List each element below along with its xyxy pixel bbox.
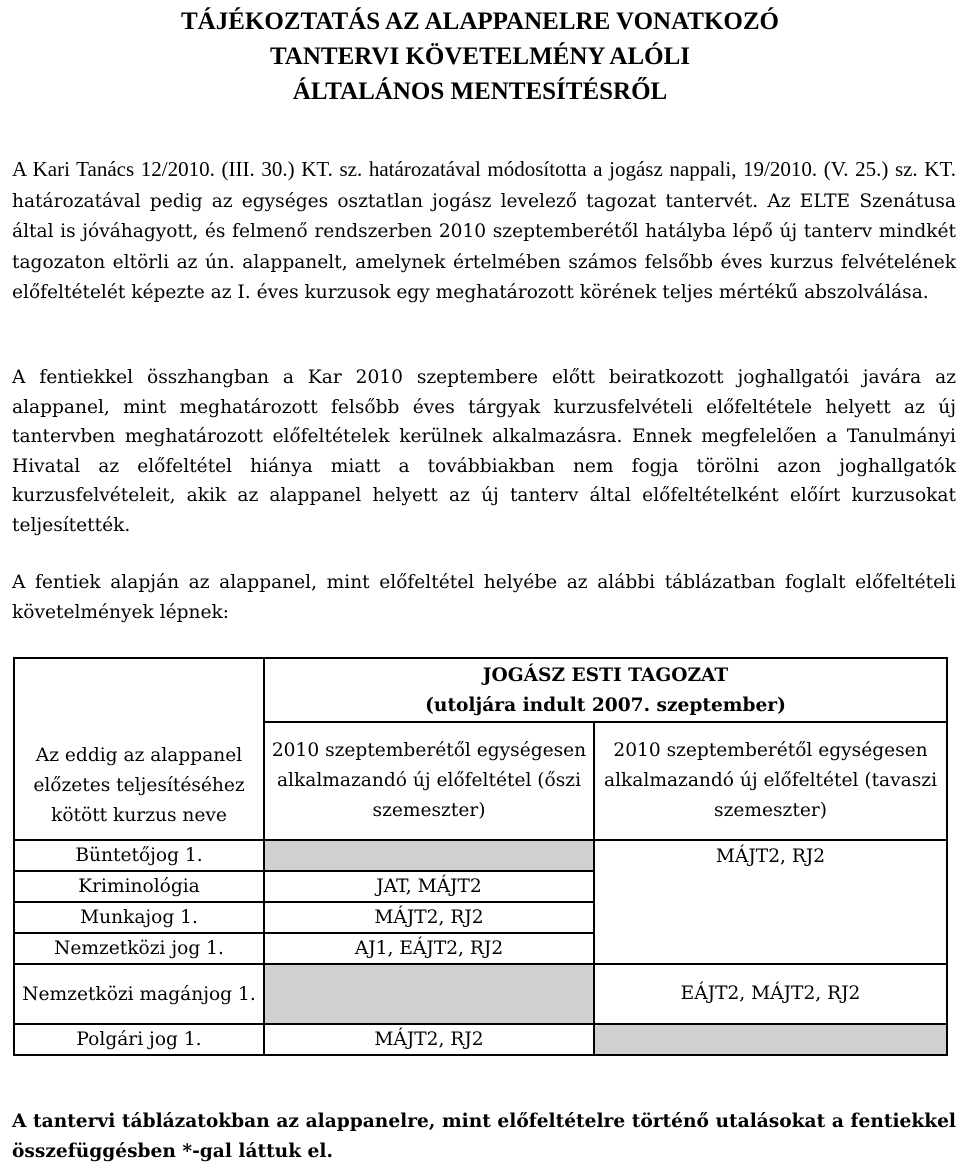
autumn-prerequisite [264, 964, 594, 1024]
col1-header: Az eddig az alappanel előzetes teljesítéséhez kötött kurzus neve [14, 658, 264, 840]
table-main-header [264, 658, 947, 722]
course-name: Nemzetközi magánjog 1. [14, 964, 264, 1024]
table-row [14, 1024, 947, 1055]
autumn-prerequisite: AJ1, EÁJT2, RJ2 [264, 933, 594, 964]
course-name: Kriminológia [14, 871, 264, 902]
paragraph-1 [12, 155, 956, 308]
autumn-prerequisite [264, 840, 594, 871]
spring-prerequisite: MÁJT2, RJ2 [594, 840, 947, 964]
title-line-2: TANTERVI KÖVETELMÉNY ALÓLI [269, 43, 691, 70]
table-row [14, 964, 947, 1024]
col3-header: 2010 szeptemberétől egységesen alkalmazandó új előfeltétel (tavaszi szemeszter) [594, 722, 947, 840]
table-row [14, 840, 947, 871]
spring-prerequisite: EÁJT2, MÁJT2, RJ2 [594, 964, 947, 1024]
autumn-prerequisite: MÁJT2, RJ2 [264, 1024, 594, 1055]
table-main-header-line-2: (utoljára indult 2007. szeptember) [425, 695, 786, 716]
title-line-3: ÁLTALÁNOS MENTESÍTÉSRŐL [292, 78, 668, 105]
autumn-prerequisite: MÁJT2, RJ2 [264, 902, 594, 933]
course-name: Polgári jog 1. [14, 1024, 264, 1055]
autumn-prerequisite: JAT, MÁJT2 [264, 871, 594, 902]
closing-note: A tantervi táblázatokban az alappanelre, mint előfeltételre történő utalásokat a fentiekkel összefüggésben *-gal láttuk el. [12, 1111, 956, 1162]
course-name: Munkajog 1. [14, 902, 264, 933]
paragraph-1-head: A Kari Tanács 12/2010. (III. 30.) KT. sz. határozatával módosította a jogász nappali, 19/2010. (V. 25.) sz. KT. [12, 157, 956, 181]
paragraph-3: A fentiek alapján az alappanel, mint előfeltétel helyébe az alábbi táblázatban foglalt előfeltételi követelmények lépnek: [12, 572, 956, 623]
document-title [0, 4, 960, 109]
title-line-1: TÁJÉKOZTATÁS AZ ALAPPANELRE VONATKOZÓ [181, 8, 779, 35]
paragraph-2: A fentiekkel összhangban a Kar 2010 szeptembere előtt beiratkozott joghallgatói javára az alappanel, mint meghatározott felsőbb éves tárgyak kurzusfelvételi előfeltétele helyett az új tantervben meghatározott előfeltételek kerülnek alkalmazásra. Ennek megfelelően a Tanulmányi Hivatal az előfeltétel hiánya miatt a továbbiakban nem fogja törölni azon joghallgatók kurzusfelvételeit, akik az alappanel helyett az új tanterv által előfeltételként előírt kurzusokat teljesítették. [12, 367, 956, 536]
col2-header: 2010 szeptemberétől egységesen alkalmazandó új előfeltétel (őszi szemeszter) [264, 722, 594, 840]
paragraph-1-tail: határozatával pedig az egységes osztatlan jogász levelező tagozat tantervét. Az ELTE Szenátusa által is jóváhagyott, és felmenő rendszerben 2010 szeptemberétől hatályba lépő új tanterv mindkét tagozaton eltörli az ún. alappanelt, amelynek értelmében számos felsőbb éves kurzus felvételének előfeltételét képezte az I. éves kurzusok egy meghatározott körének teljes mértékű abszolválása. [12, 190, 956, 303]
prerequisite-table [13, 657, 948, 1056]
spring-prerequisite [594, 1024, 947, 1055]
course-name: Büntetőjog 1. [14, 840, 264, 871]
table-main-header-line-1: JOGÁSZ ESTI TAGOZAT [482, 665, 729, 686]
course-name: Nemzetközi jog 1. [14, 933, 264, 964]
